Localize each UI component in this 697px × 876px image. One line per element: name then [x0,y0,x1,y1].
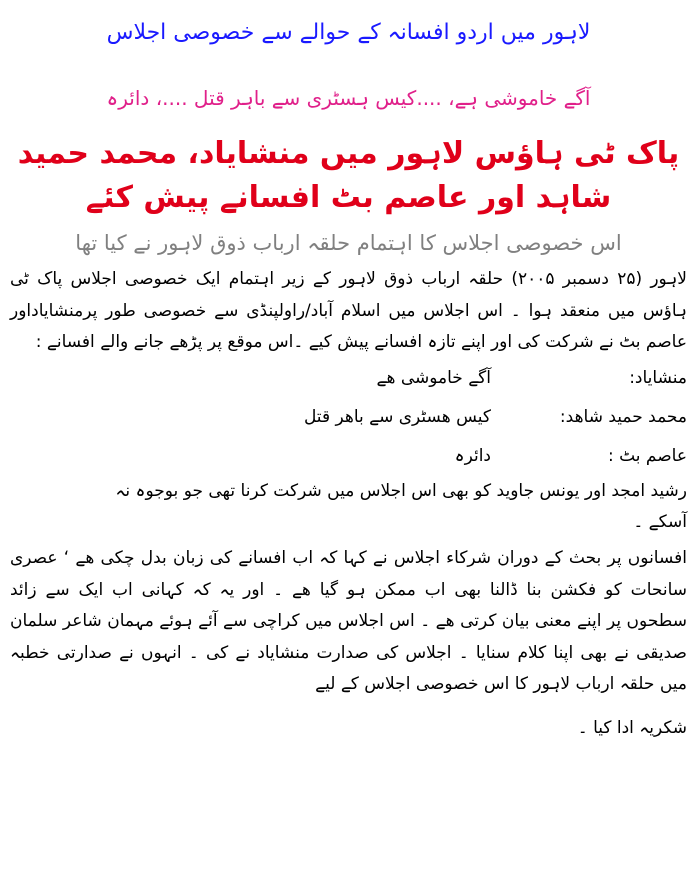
story-author: منشایاد: [629,367,687,388]
story-row [10,398,687,437]
story-title: آگے خاموشی ھے [376,367,491,388]
discussion-paragraph: افسانوں پر بحث کے دوران شرکاء اجلاس نے کہا کہ اب افسانے کی زبان بدل چکی ھے ‘ عصری سانحات کو فکشن بنا ڈالنا بھی اب ممکن ہو گیا ھے ۔ اور یہ کہ کہانی اب ایک سے زائد سطحوں پر اپنے معنی بیان کرتی ھے ۔ اس اجلاس میں کراچی سے آئے ہوئے مہمان شاعر سلمان صدیقی نے بھی اپنا کلام سنایا ۔ اجلاس کی صدارت منشایاد نے کی ۔ انہوں نے صدارتی خطبہ میں حلقہ ارباب لاہور کا اس خصوصی اجلاس کے لیے [10,547,687,695]
story-row [10,359,687,398]
story-title: کیس ھسٹری سے باھر قتل [303,406,491,427]
story-author: عاصم بٹ : [607,445,687,466]
story-row [10,437,687,476]
main-headline: پاک ٹی ہاؤس لاہور میں منشایاد، محمد حمید شاہد اور عاصم بٹ افسانے پیش کئے [17,136,680,215]
story-titles-line: آگے خاموشی ہے، ....کیس ہسٹری سے باہر قتل ....، دائرہ [106,86,591,110]
absentees-paragraph-end: آسکے ۔ [633,512,687,533]
intro-paragraph: لاہور (۲۵ دسمبر ۲۰۰۵) حلقہ ارباب ذوق لاہور کے زیر اہتمام ایک خصوصی اجلاس پاک ٹی ہاؤس میں منعقد ہوا ۔ اس اجلاس میں اسلام آباد/راولپنڈی سے خصوصی طور پرمنشایاداور عاصم بٹ نے شرکت کی اور اپنے تازہ افسانے پیش کیے ۔اس موقع پر پڑھے جانے والے افسانے : [10,269,688,353]
headline: لاہور میں اردو افسانہ کے حوالے سے خصوصی اجلاس [106,20,591,45]
closing-line: شکریہ ادا کیا ۔ [577,717,687,738]
story-author: محمد حمید شاھد: [559,406,687,427]
story-title: دائرہ [454,445,491,466]
absentees-paragraph: رشید امجد اور یونس جاوید کو بھی اس اجلاس میں شرکت کرنا تھی جو بوجوہ نہ [115,480,687,501]
subheadline: اس خصوصی اجلاس کا اہتمام حلقہ ارباب ذوق لاہور نے کیا تھا [75,231,622,255]
